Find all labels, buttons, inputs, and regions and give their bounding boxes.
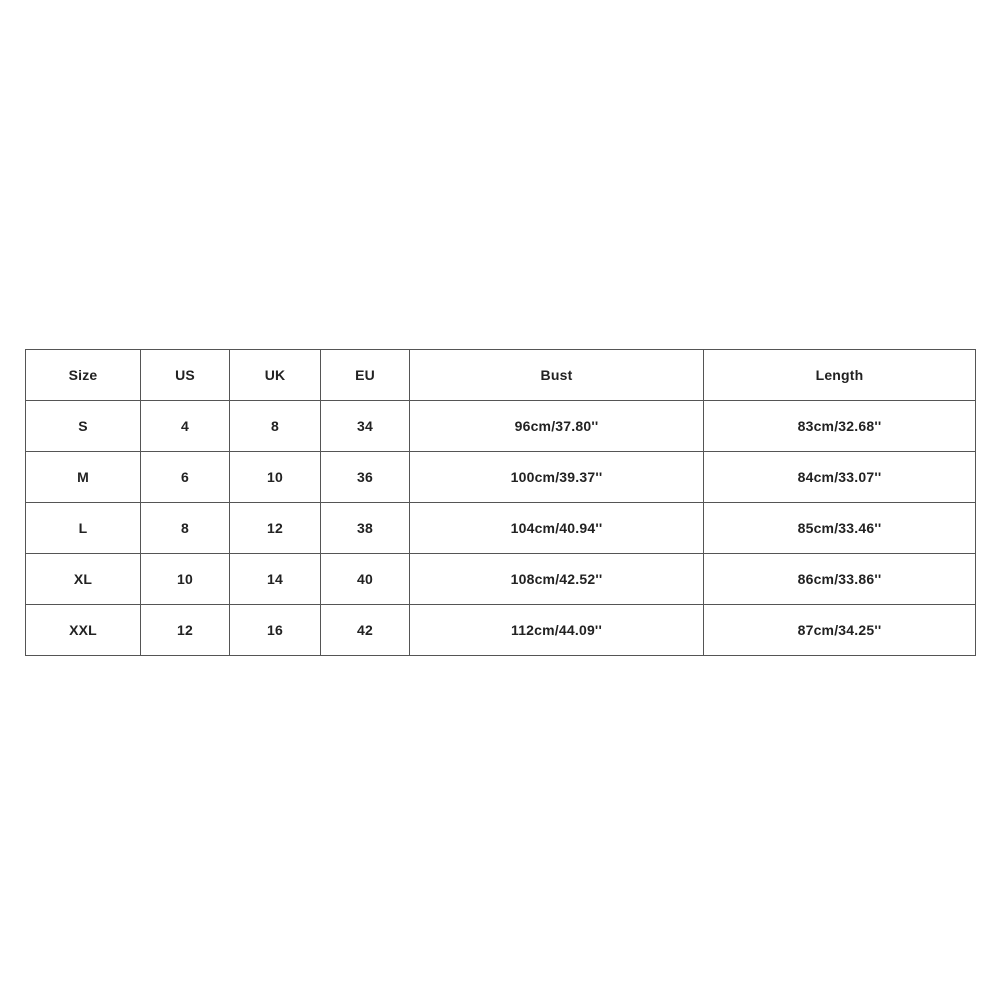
- cell-length: 85cm/33.46'': [704, 503, 976, 554]
- cell-size: M: [26, 452, 141, 503]
- table-row: [26, 554, 976, 605]
- cell-uk: 8: [230, 401, 321, 452]
- cell-size: L: [26, 503, 141, 554]
- cell-size: XL: [26, 554, 141, 605]
- cell-length: 83cm/32.68'': [704, 401, 976, 452]
- table-row: [26, 605, 976, 656]
- cell-us: 12: [141, 605, 230, 656]
- cell-eu: 38: [321, 503, 410, 554]
- table-row: [26, 452, 976, 503]
- cell-eu: 36: [321, 452, 410, 503]
- cell-size: S: [26, 401, 141, 452]
- column-header-uk: UK: [230, 350, 321, 401]
- cell-uk: 12: [230, 503, 321, 554]
- cell-eu: 42: [321, 605, 410, 656]
- cell-length: 87cm/34.25'': [704, 605, 976, 656]
- cell-bust: 96cm/37.80'': [410, 401, 704, 452]
- table-header-row: [26, 350, 976, 401]
- column-header-eu: EU: [321, 350, 410, 401]
- cell-uk: 10: [230, 452, 321, 503]
- column-header-size: Size: [26, 350, 141, 401]
- cell-uk: 14: [230, 554, 321, 605]
- cell-eu: 40: [321, 554, 410, 605]
- cell-length: 84cm/33.07'': [704, 452, 976, 503]
- cell-bust: 104cm/40.94'': [410, 503, 704, 554]
- table-row: [26, 503, 976, 554]
- cell-uk: 16: [230, 605, 321, 656]
- cell-us: 8: [141, 503, 230, 554]
- column-header-length: Length: [704, 350, 976, 401]
- cell-us: 4: [141, 401, 230, 452]
- column-header-us: US: [141, 350, 230, 401]
- cell-bust: 112cm/44.09'': [410, 605, 704, 656]
- column-header-bust: Bust: [410, 350, 704, 401]
- cell-bust: 100cm/39.37'': [410, 452, 704, 503]
- table-row: [26, 401, 976, 452]
- cell-us: 10: [141, 554, 230, 605]
- cell-length: 86cm/33.86'': [704, 554, 976, 605]
- cell-bust: 108cm/42.52'': [410, 554, 704, 605]
- cell-eu: 34: [321, 401, 410, 452]
- cell-us: 6: [141, 452, 230, 503]
- cell-size: XXL: [26, 605, 141, 656]
- size-chart-table: [25, 349, 976, 656]
